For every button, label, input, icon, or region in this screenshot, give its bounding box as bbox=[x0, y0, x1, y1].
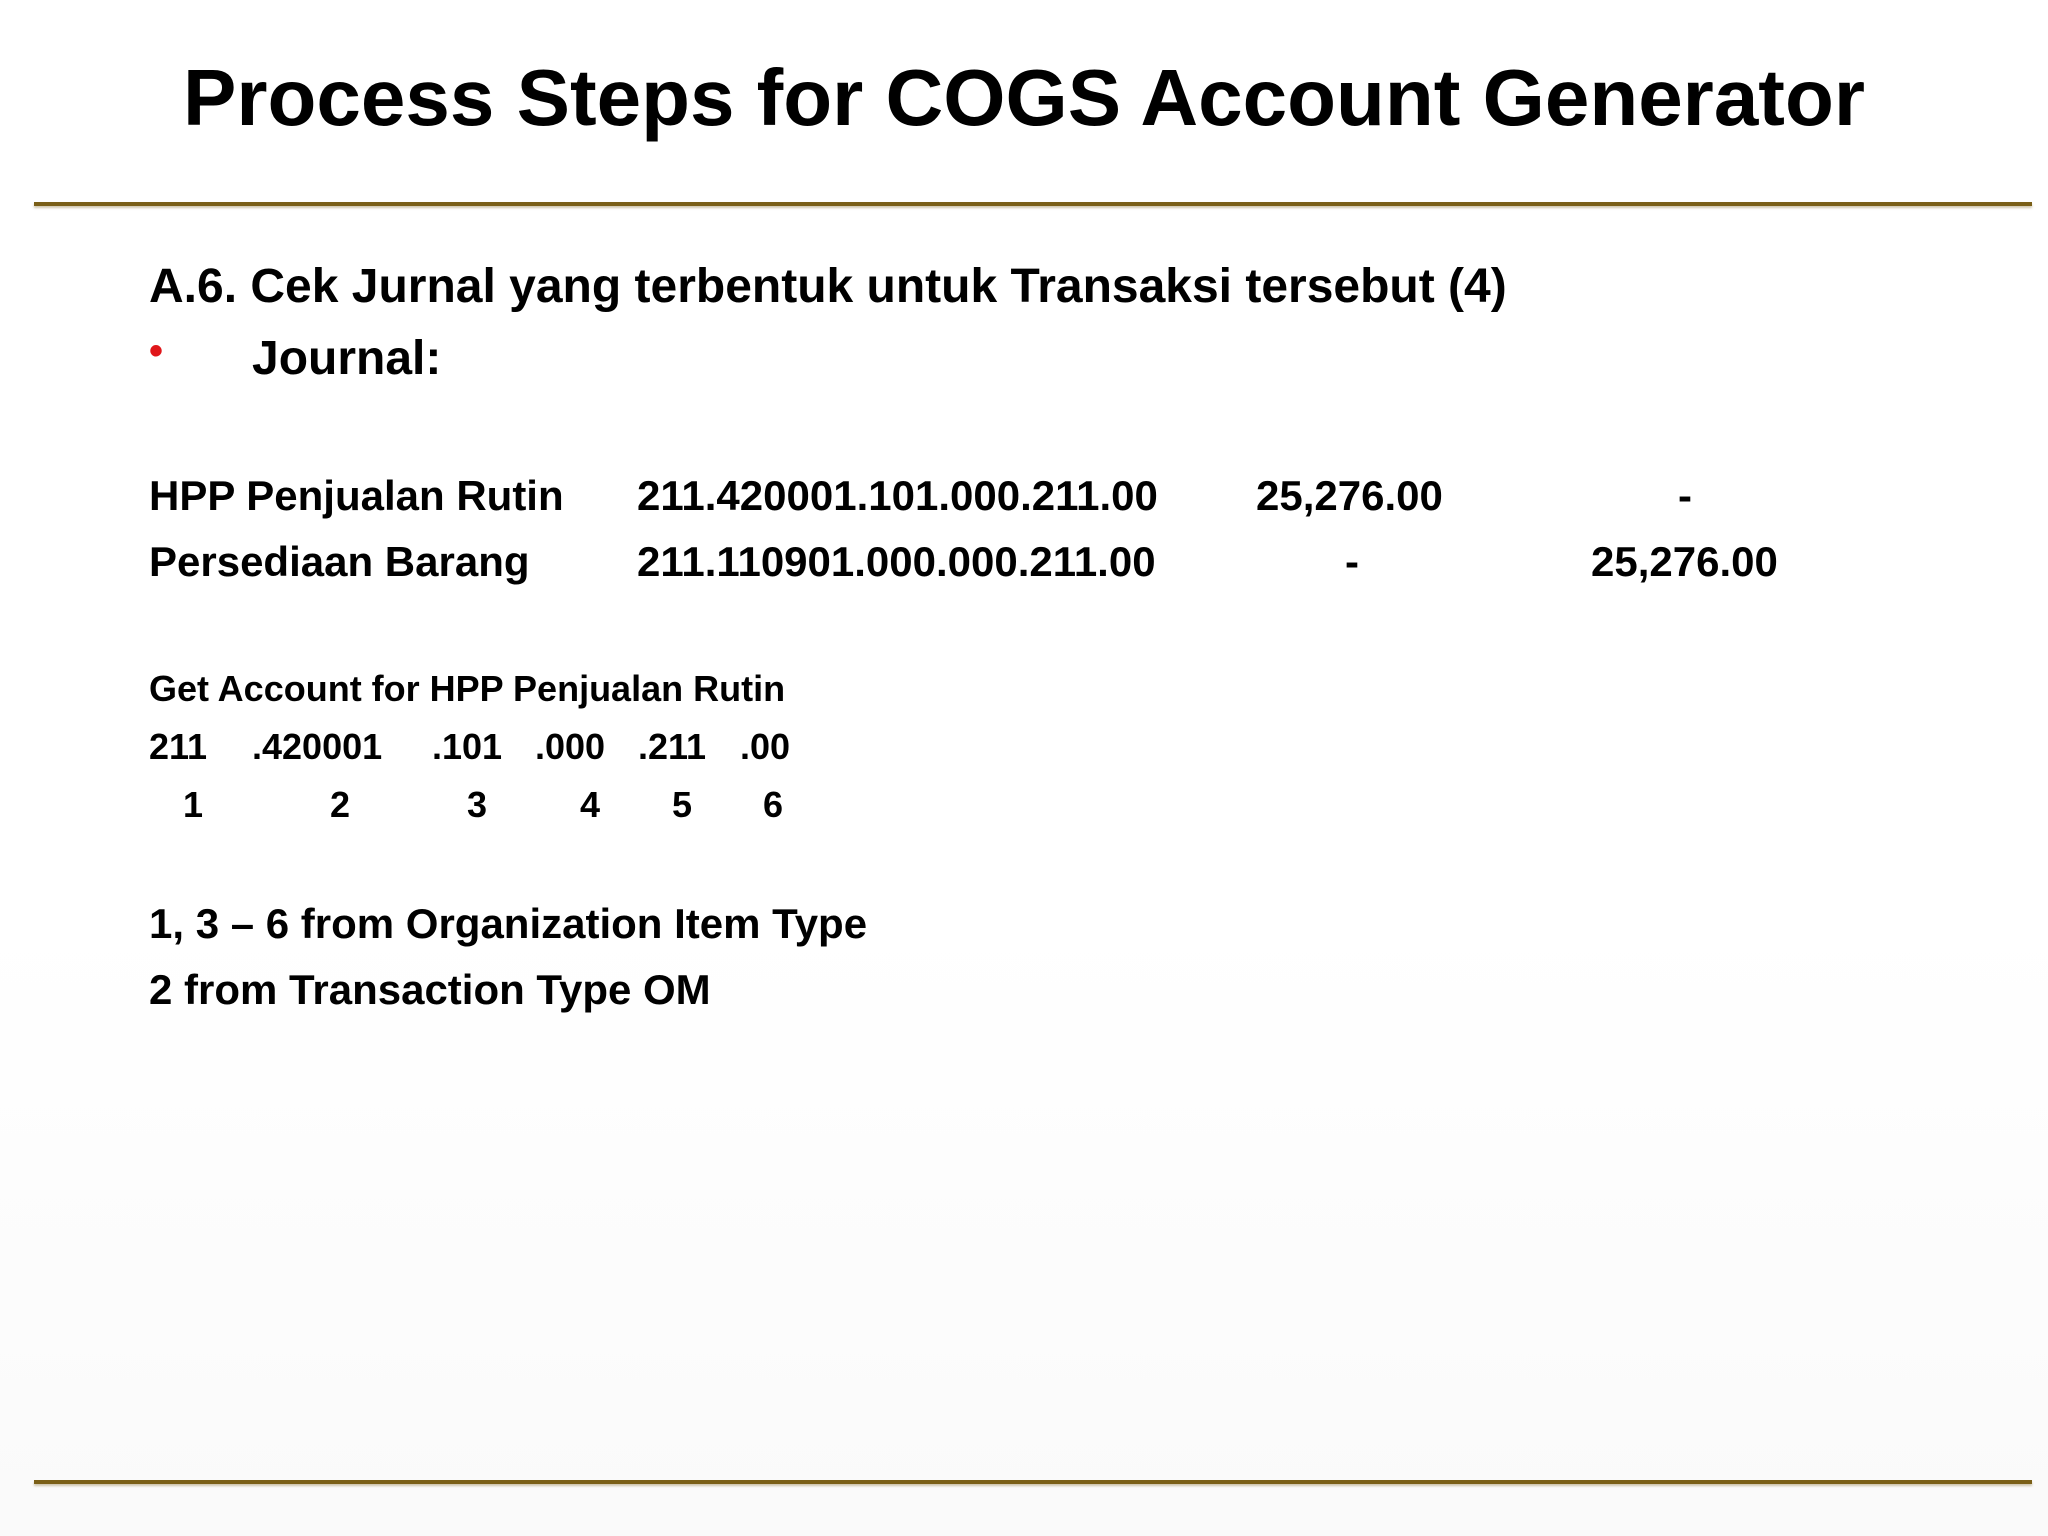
journal-credit: 25,276.00 bbox=[1591, 538, 1778, 585]
segment-value: .211 bbox=[638, 726, 707, 767]
journal-account-code: 211.110901.000.000.211.00 bbox=[637, 538, 1156, 585]
segment-index: 4 bbox=[580, 784, 601, 825]
bottom-divider bbox=[34, 1480, 2032, 1484]
journal-account-name: Persediaan Barang bbox=[149, 538, 530, 585]
bullet-dot-icon: • bbox=[149, 329, 164, 373]
segment-index: 3 bbox=[467, 784, 488, 825]
segment-value: .101 bbox=[432, 726, 503, 767]
section-heading: A.6. Cek Jurnal yang terbentuk untuk Transaksi tersebut (4) bbox=[149, 260, 1507, 313]
segment-value: .000 bbox=[535, 726, 606, 767]
journal-account-name: HPP Penjualan Rutin bbox=[149, 472, 564, 519]
segment-index: 2 bbox=[330, 784, 351, 825]
note-line: 1, 3 – 6 from Organization Item Type bbox=[149, 900, 868, 947]
slide-title: Process Steps for COGS Account Generator bbox=[183, 53, 1865, 142]
segment-value: .00 bbox=[740, 726, 791, 767]
segment-index: 5 bbox=[672, 784, 693, 825]
segment-index: 6 bbox=[763, 784, 784, 825]
top-divider bbox=[34, 202, 2032, 206]
journal-debit: - bbox=[1345, 538, 1359, 585]
note-line: 2 from Transaction Type OM bbox=[149, 966, 711, 1013]
journal-debit: 25,276.00 bbox=[1256, 472, 1443, 519]
journal-account-code: 211.420001.101.000.211.00 bbox=[637, 472, 1158, 519]
breakdown-title: Get Account for HPP Penjualan Rutin bbox=[149, 668, 786, 709]
segment-value: .420001 bbox=[252, 726, 383, 767]
bullet-label: Journal: bbox=[252, 332, 442, 385]
segment-value: 211 bbox=[149, 726, 208, 767]
journal-credit: - bbox=[1678, 472, 1692, 519]
segment-index: 1 bbox=[183, 784, 204, 825]
